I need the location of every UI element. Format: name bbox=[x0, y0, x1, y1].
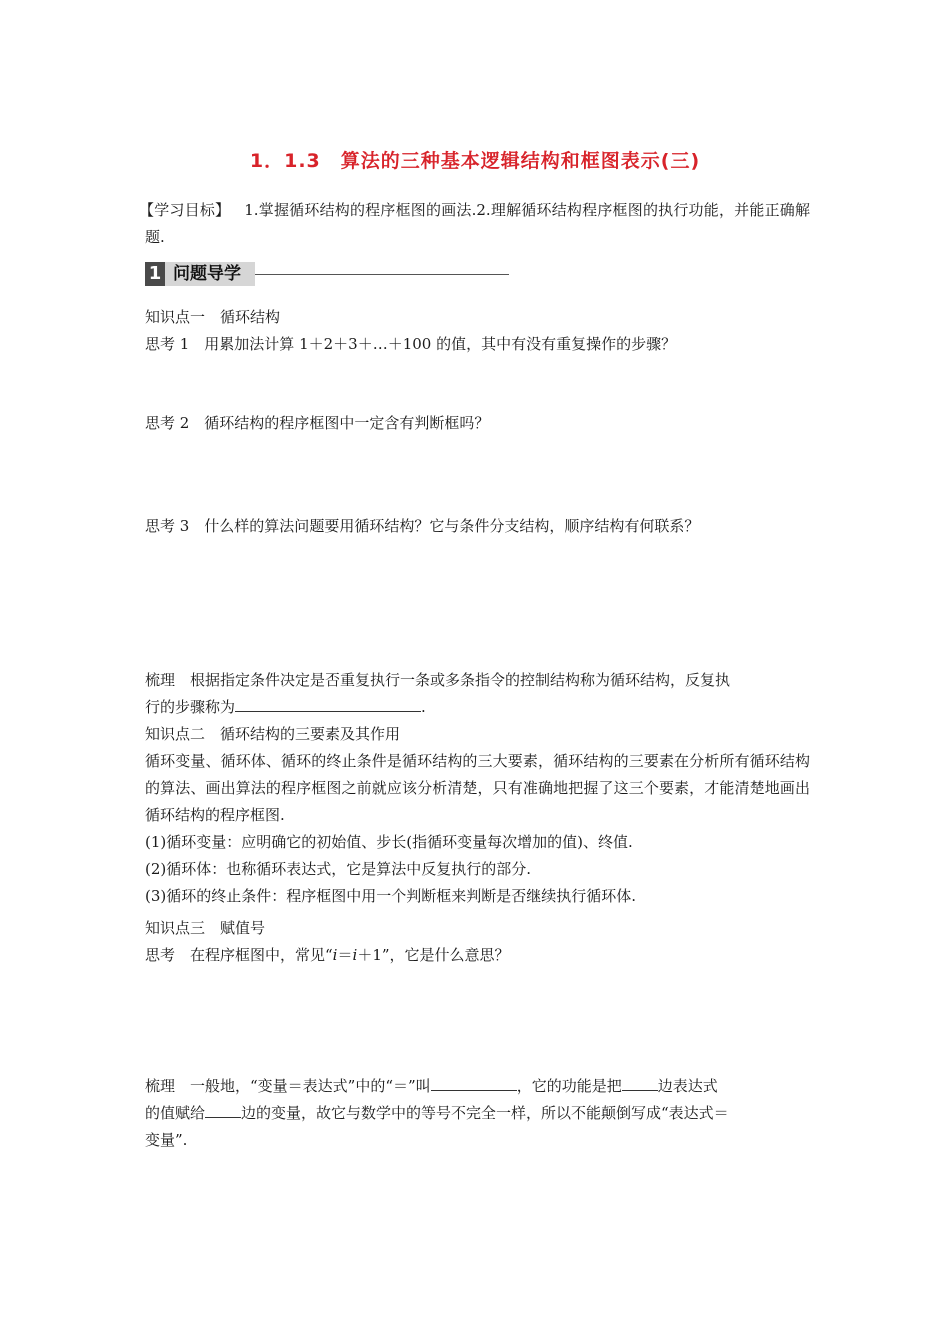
think-2: 思考 2 循环结构的程序框图中一定含有判断框吗？ bbox=[145, 414, 490, 432]
summary-3-line-a bbox=[145, 1073, 810, 1100]
k1-heading: 知识点一 循环结构 bbox=[145, 308, 281, 326]
variable-i: i bbox=[352, 946, 358, 964]
summary-3-text-2: ，它的功能是把 bbox=[516, 1077, 622, 1095]
variable-i: i bbox=[332, 946, 338, 964]
think-assignment bbox=[145, 942, 810, 969]
summary-3-line-b bbox=[145, 1100, 810, 1127]
summary-3-text-4: 的值赋给 bbox=[145, 1104, 206, 1122]
summary-1-line-b bbox=[145, 694, 810, 721]
think-3: 思考 3 什么样的算法问题要用循环结构？它与条件分支结构，顺序结构有何联系？ bbox=[145, 517, 700, 535]
summary-1-line-a: 梳理 根据指定条件决定是否重复执行一条或多条指令的控制结构称为循环结构，反复执 bbox=[145, 671, 731, 689]
k2-item-2: (2)循环体：也称循环表达式，它是算法中反复执行的部分. bbox=[145, 860, 532, 878]
summary-3-text-3: 边表达式 bbox=[657, 1077, 718, 1095]
answer-blank[interactable] bbox=[622, 1075, 658, 1091]
answer-blank[interactable] bbox=[431, 1075, 517, 1091]
k3-heading: 知识点三 赋值号 bbox=[145, 919, 266, 937]
summary-3-text-1: 梳理 一般地，“变量＝表达式”中的“＝”叫 bbox=[145, 1077, 431, 1095]
objective-text: 1.掌握循环结构的程序框图的画法.2.理解循环结构程序框图的执行功能，并能正确解题. bbox=[145, 201, 810, 246]
objective-label: 【学习目标】 bbox=[139, 201, 231, 219]
k2-item-3: (3)循环的终止条件：程序框图中用一个判断框来判断是否继续执行循环体. bbox=[145, 887, 637, 905]
section-header bbox=[145, 262, 509, 286]
learning-objective bbox=[139, 197, 810, 251]
section-number: 1 bbox=[145, 262, 165, 286]
section-label: 问题导学 bbox=[165, 262, 255, 286]
k2-paragraph: 循环变量、循环体、循环的终止条件是循环结构的三大要素，循环结构的三要素在分析所有循环结构的算法、画出算法的程序框图之前就应该分析清楚，只有准确地把握了这三个要素，才能清楚地画出循环结构的程序框图. bbox=[145, 752, 810, 824]
think-1: 思考 1 用累加法计算 1＋2＋3＋…＋100 的值，其中有没有重复操作的步骤？ bbox=[145, 335, 677, 353]
answer-blank[interactable] bbox=[205, 1102, 241, 1118]
think-assignment-suffix: ＋1”，它是什么意思？ bbox=[357, 946, 510, 964]
summary-3-text-5: 边的变量，故它与数学中的等号不完全一样，所以不能颠倒写成“表达式＝ bbox=[241, 1104, 729, 1122]
summary-1-text: 行的步骤称为 bbox=[145, 698, 236, 716]
k2-item-1: (1)循环变量：应明确它的初始值、步长(指循环变量每次增加的值)、终值. bbox=[145, 833, 633, 851]
think-assignment-prefix: 思考 在程序框图中，常见“ bbox=[145, 946, 333, 964]
answer-blank[interactable] bbox=[235, 696, 421, 712]
k2-heading: 知识点二 循环结构的三要素及其作用 bbox=[145, 725, 401, 743]
summary-3-line-c: 变量”. bbox=[145, 1131, 188, 1149]
equals-sign: ＝ bbox=[337, 946, 353, 964]
summary-1-end: . bbox=[421, 698, 426, 716]
section-rule bbox=[255, 274, 509, 275]
page-title: 1．1.3 算法的三种基本逻辑结构和框图表示(三) bbox=[249, 150, 701, 172]
